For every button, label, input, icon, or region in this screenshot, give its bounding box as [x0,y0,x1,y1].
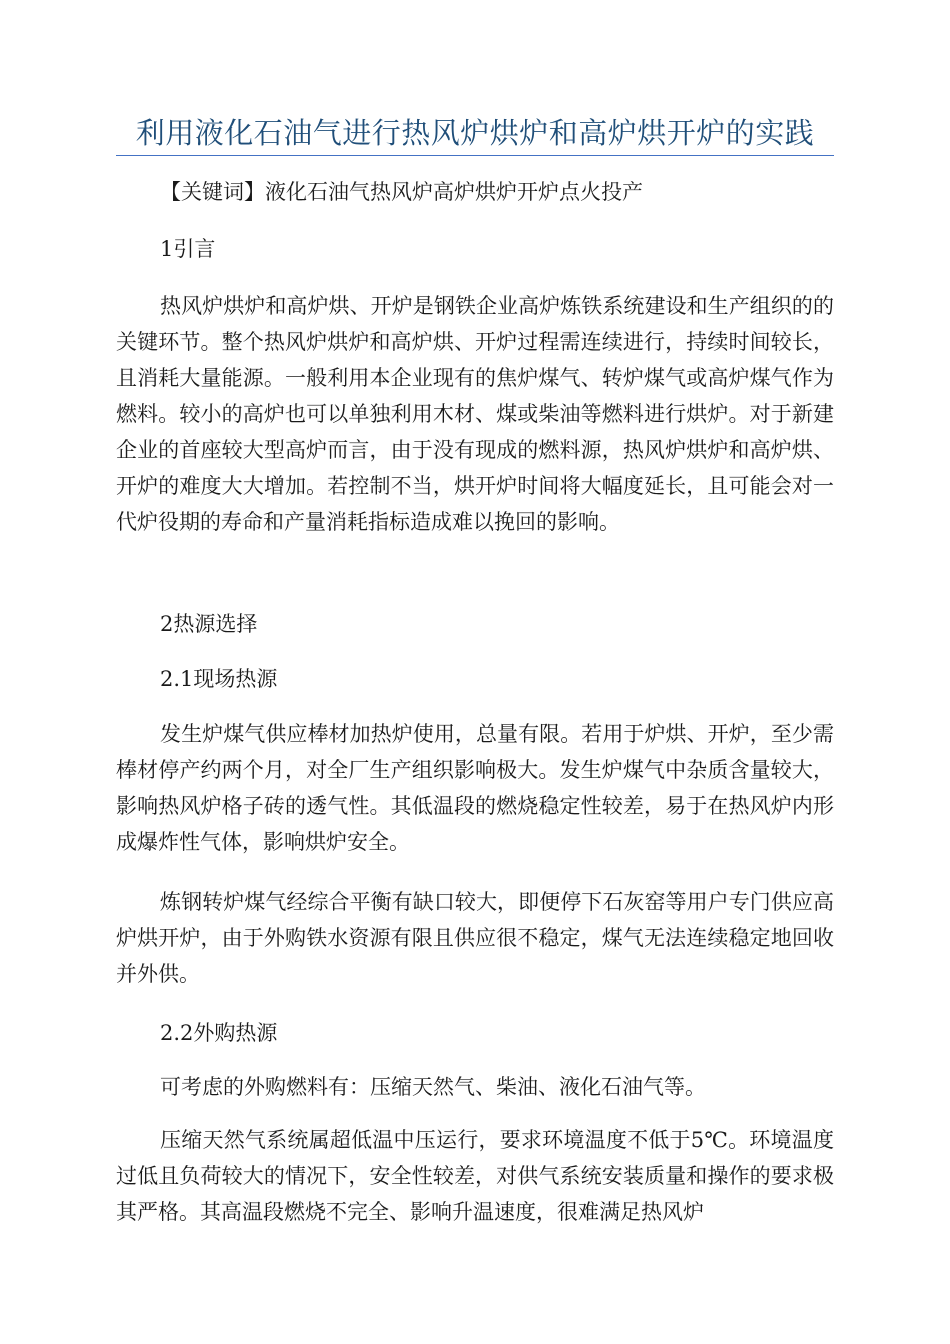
paragraph-onsite-1: 发生炉煤气供应棒材加热炉使用，总量有限。若用于炉烘、开炉，至少需棒材停产约两个月，对全厂生产组织影响极大。发生炉煤气中杂质含量较大，影响热风炉格子砖的透气性。其低温段的燃烧稳定性较差，易于在热风炉内形成爆炸性气体，影响烘炉安全。 [116,722,834,854]
paragraph-onsite-2: 炼钢转炉煤气经综合平衡有缺口较大，即便停下石灰窑等用户专门供应高炉烘开炉，由于外购铁水资源有限且供应很不稳定，煤气无法连续稳定地回收并外供。 [116,890,834,986]
paragraph-intro: 热风炉烘炉和高炉烘、开炉是钢铁企业高炉炼铁系统建设和生产组织的的关键环节。整个热风炉烘炉和高炉烘、开炉过程需连续进行，持续时间较长，且消耗大量能源。一般利用本企业现有的焦炉煤气、转炉煤气或高炉煤气作为燃料。较小的高炉也可以单独利用木材、煤或柴油等燃料进行烘炉。对于新建企业的首座较大型高炉而言，由于没有现成的燃料源，热风炉烘炉和高炉烘、开炉的难度大大增加。若控制不当，烘开炉时间将大幅度延长，且可能会对一代炉役期的寿命和产量消耗指标造成难以挽回的影响。 [116,294,834,534]
paragraph-external-2: 压缩天然气系统属超低温中压运行，要求环境温度不低于5℃。环境温度过低且负荷较大的情况下，安全性较差，对供气系统安装质量和操作的要求极其严格。其高温段燃烧不完全、影响升温速度，很难满足热风炉 [116,1128,834,1224]
keywords-line: 【关键词】液化石油气热风炉高炉烘炉开炉点火投产 [160,180,643,204]
section-heading-intro: 1引言 [160,237,216,261]
document-title: 利用液化石油气进行热风炉烘炉和高炉烘开炉的实践 [135,116,815,150]
section-heading-onsite: 2.1现场热源 [160,667,278,691]
section-heading-heat-source: 2热源选择 [160,612,258,636]
section-heading-external: 2.2外购热源 [160,1021,278,1045]
paragraph-external-1: 可考虑的外购燃料有：压缩天然气、柴油、液化石油气等。 [160,1075,706,1099]
title-underline [116,155,834,156]
